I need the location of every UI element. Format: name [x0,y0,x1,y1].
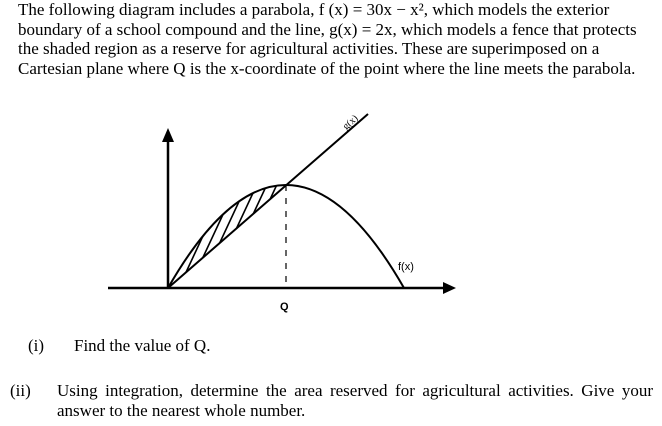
f-label: f(x) [398,261,414,273]
question-2-text: Using integration, determine the area reserved for agricultural activities. Give your answer to the nearest whole number. [57,381,653,420]
shaded-region [140,178,310,318]
q-label: Q [280,301,289,313]
problem-statement [18,0,654,78]
question-1-number: (i) [28,336,45,355]
question-2-number: (ii) [10,381,31,400]
line-g [168,114,368,288]
intro-line-2: boundary of a school compound and the line, g(x) = 2x, which models a fence that protects [18,19,637,39]
parabola-line-diagram [100,98,470,318]
x-axis-arrow [443,282,456,294]
question-1-text: Find the value of Q. [74,336,211,355]
intro-line-4: Cartesian plane where Q is the x-coordinate of the point where the line meets the parabola. [18,58,636,78]
g-label: g(x) [340,113,361,133]
y-axis-arrow [162,128,174,142]
intro-line-1: The following diagram includes a parabola, f (x) = 30x − x², which models the exterior [18,0,610,19]
intro-line-3: the shaded region as a reserve for agricultural activities. These are superimposed on a [18,39,600,58]
